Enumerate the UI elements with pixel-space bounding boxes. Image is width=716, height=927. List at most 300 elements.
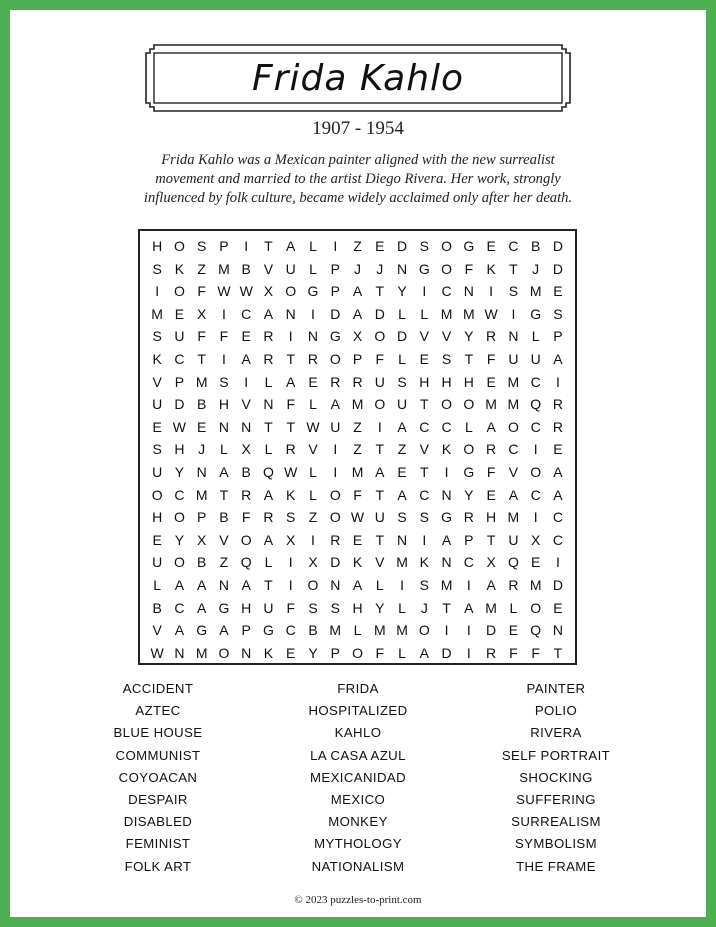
grid-letter: U xyxy=(330,418,341,435)
grid-letter: B xyxy=(241,260,251,277)
grid-letter: X xyxy=(196,305,207,322)
grid-letter: S xyxy=(196,238,207,254)
grid-letter: R xyxy=(330,531,341,548)
grid-letter: L xyxy=(309,238,317,254)
grid-letter: M xyxy=(195,486,208,503)
grid-letter: K xyxy=(352,554,363,571)
grid-letter: E xyxy=(419,351,429,367)
grid-letter: L xyxy=(398,644,406,661)
grid-letter: G xyxy=(463,238,475,254)
grid-letter: L xyxy=(309,396,317,413)
grid-letter: Y xyxy=(174,531,185,548)
grid-letter: I xyxy=(466,577,471,593)
grid-letter: U xyxy=(174,328,185,345)
grid-letter: L xyxy=(531,328,540,345)
word-list-item: SELF PORTRAIT xyxy=(501,747,611,763)
grid-letter: S xyxy=(152,441,162,458)
grid-letter: R xyxy=(552,396,563,413)
grid-letter: M xyxy=(507,396,520,413)
grid-letter: K xyxy=(419,554,429,571)
grid-letter: I xyxy=(288,554,293,571)
grid-letter: W xyxy=(150,644,164,661)
grid-letter: M xyxy=(440,577,453,593)
grid-letter: V xyxy=(308,441,318,458)
word-list-item: MEXICANIDAD xyxy=(310,769,406,785)
grid-letter: R xyxy=(330,373,341,390)
grid-letter: O xyxy=(463,441,475,458)
word-list-item: SURREALISM xyxy=(511,814,601,830)
grid-letter: A xyxy=(352,283,363,300)
grid-letter: S xyxy=(508,283,519,300)
word-list-item: FEMINIST xyxy=(125,836,191,852)
grid-row xyxy=(140,393,575,416)
grid-letter: G xyxy=(263,622,274,639)
grid-letter: A xyxy=(241,351,251,367)
grid-letter: M xyxy=(485,396,497,413)
grid-letter: V xyxy=(375,554,385,571)
grid-letter: D xyxy=(552,260,563,277)
grid-letter: T xyxy=(375,441,385,458)
grid-letter: U xyxy=(530,351,541,367)
grid-letter: L xyxy=(398,351,406,367)
grid-letter: R xyxy=(552,418,563,435)
grid-letter: I xyxy=(288,577,293,593)
grid-letter: L xyxy=(309,486,317,503)
grid-letter: C xyxy=(441,418,452,435)
grid-letter: F xyxy=(531,644,540,661)
grid-letter: M xyxy=(507,509,520,526)
grid-letter: M xyxy=(195,644,208,661)
grid-letter: N xyxy=(218,418,229,435)
grid-letter: B xyxy=(196,554,207,571)
grid-letter: R xyxy=(307,351,319,367)
grid-letter: A xyxy=(263,305,274,322)
grid-letter: G xyxy=(418,260,430,277)
grid-letter: P xyxy=(330,260,340,277)
grid-letter: N xyxy=(441,554,452,571)
grid-letter: V xyxy=(241,396,251,413)
grid-letter: G xyxy=(307,283,319,300)
grid-letter: P xyxy=(241,622,251,639)
grid-letter: N xyxy=(196,464,207,480)
grid-letter: T xyxy=(219,486,229,503)
grid-letter: C xyxy=(530,486,541,503)
grid-letter: K xyxy=(152,351,162,367)
word-search-grid xyxy=(138,229,577,665)
grid-letter: C xyxy=(530,418,541,435)
grid-letter: S xyxy=(419,577,429,593)
grid-letter: F xyxy=(353,486,362,503)
grid-letter: N xyxy=(508,328,519,345)
grid-letter: D xyxy=(330,554,341,571)
grid-letter: O xyxy=(507,418,519,435)
grid-letter: N xyxy=(552,622,563,639)
grid-letter: G xyxy=(441,509,453,526)
grid-letter: C xyxy=(508,238,519,254)
grid-row xyxy=(140,325,575,348)
grid-letter: P xyxy=(330,283,340,300)
grid-letter: W xyxy=(306,418,320,435)
grid-row xyxy=(140,258,575,281)
grid-letter: A xyxy=(352,305,363,322)
grid-letter: K xyxy=(441,441,452,458)
grid-letter: L xyxy=(509,599,518,616)
grid-letter: I xyxy=(244,238,249,254)
grid-letter: X xyxy=(196,531,207,548)
grid-letter: O xyxy=(173,554,185,571)
grid-letter: R xyxy=(486,441,497,458)
grid-letter: S xyxy=(419,509,429,526)
grid-letter: V xyxy=(263,260,274,277)
grid-letter: O xyxy=(173,283,185,300)
grid-letter: V xyxy=(152,622,162,639)
word-list-item: AZTEC xyxy=(135,703,181,719)
grid-letter: T xyxy=(286,418,295,435)
grid-letter: G xyxy=(196,622,208,639)
grid-letter: L xyxy=(220,441,228,458)
grid-letter: L xyxy=(309,260,317,277)
grid-letter: L xyxy=(264,373,273,390)
grid-letter: I xyxy=(466,644,471,661)
word-list-item: DESPAIR xyxy=(128,791,188,807)
grid-letter: O xyxy=(151,486,163,503)
grid-letter: I xyxy=(533,441,538,458)
grid-letter: V xyxy=(219,531,229,548)
grid-letter: V xyxy=(152,373,162,390)
grid-letter: E xyxy=(553,599,563,616)
grid-letter: S xyxy=(397,373,407,390)
grid-letter: C xyxy=(174,486,185,503)
grid-letter: F xyxy=(286,396,295,413)
grid-letter: O xyxy=(307,577,319,593)
grid-letter: D xyxy=(374,305,385,322)
grid-letter: A xyxy=(419,644,429,661)
grid-letter: N xyxy=(218,577,229,593)
grid-letter: Q xyxy=(530,396,542,413)
grid-letter: D xyxy=(552,577,563,593)
grid-letter: A xyxy=(553,464,563,480)
grid-letter: I xyxy=(444,622,449,639)
grid-letter: U xyxy=(508,351,519,367)
word-list-item: POLIO xyxy=(534,703,578,719)
grid-letter: B xyxy=(241,464,251,480)
grid-letter: A xyxy=(330,396,340,413)
grid-letter: F xyxy=(286,599,295,616)
grid-letter: M xyxy=(373,622,386,639)
grid-row xyxy=(140,597,575,620)
grid-letter: F xyxy=(241,509,251,526)
grid-letter: O xyxy=(173,509,185,526)
grid-letter: H xyxy=(174,441,185,458)
grid-letter: M xyxy=(440,305,453,322)
grid-letter: M xyxy=(463,305,475,322)
grid-letter: S xyxy=(397,509,407,526)
copyright-footer: © 2023 puzzles-to-print.com xyxy=(294,894,422,906)
puzzle-page xyxy=(10,10,706,917)
grid-letter: I xyxy=(244,373,249,390)
grid-letter: M xyxy=(151,305,163,322)
grid-letter: L xyxy=(398,305,406,322)
word-list-item: SUFFERING xyxy=(516,791,596,807)
grid-letter: W xyxy=(484,305,498,322)
grid-letter: I xyxy=(444,464,449,480)
grid-letter: P xyxy=(352,351,363,367)
grid-letter: U xyxy=(508,531,519,548)
grid-letter: G xyxy=(329,328,341,345)
grid-letter: I xyxy=(511,305,516,322)
grid-letter: T xyxy=(509,260,518,277)
grid-letter: Q xyxy=(530,622,542,639)
grid-letter: Y xyxy=(464,486,474,503)
grid-letter: I xyxy=(377,418,382,435)
grid-letter: A xyxy=(174,622,185,639)
grid-letter: E xyxy=(486,373,496,390)
grid-letter: Z xyxy=(397,441,407,458)
grid-letter: E xyxy=(486,486,496,503)
grid-letter: E xyxy=(196,418,207,435)
grid-letter: S xyxy=(553,305,563,322)
grid-letter: A xyxy=(219,464,229,480)
grid-letter: L xyxy=(398,599,406,616)
grid-letter: C xyxy=(463,554,474,571)
description-text: Frida Kahlo was a Mexican painter aligned with the new surrealist movement and married to the artist Diego Rivera. Her work, strongly influenced by folk culture, became widely acclaimed only after her death. xyxy=(143,152,573,206)
grid-letter: I xyxy=(555,554,560,571)
grid-letter: C xyxy=(552,531,563,548)
grid-letter: A xyxy=(397,418,407,435)
grid-letter: H xyxy=(463,373,474,390)
grid-letter: M xyxy=(351,464,364,480)
grid-letter: K xyxy=(174,260,185,277)
grid-letter: P xyxy=(464,531,474,548)
grid-letter: C xyxy=(552,509,563,526)
grid-letter: D xyxy=(441,644,452,661)
word-list-item: COYOACAN xyxy=(118,769,198,785)
grid-letter: S xyxy=(219,373,229,390)
grid-row xyxy=(140,484,575,507)
grid-letter: U xyxy=(152,554,163,571)
grid-letter: F xyxy=(509,644,518,661)
grid-letter: E xyxy=(308,373,318,390)
grid-letter: A xyxy=(441,531,452,548)
grid-letter: P xyxy=(553,328,563,345)
grid-letter: Z xyxy=(197,260,206,277)
grid-letter: N xyxy=(441,486,452,503)
grid-letter: F xyxy=(219,328,229,345)
grid-letter: C xyxy=(174,599,185,616)
grid-letter: I xyxy=(288,328,293,345)
grid-letter: V xyxy=(419,328,429,345)
grid-letter: A xyxy=(263,531,274,548)
grid-letter: M xyxy=(218,260,230,277)
grid-letter: K xyxy=(286,486,296,503)
grid-letter: E xyxy=(152,418,162,435)
grid-letter: X xyxy=(486,554,496,571)
grid-letter: D xyxy=(396,328,408,345)
grid-letter: R xyxy=(285,441,296,458)
grid-letter: O xyxy=(240,531,252,548)
grid-letter: M xyxy=(529,283,542,300)
grid-letter: C xyxy=(285,622,296,639)
grid-letter: S xyxy=(152,328,162,345)
grid-letter: I xyxy=(422,531,427,548)
grid-letter: I xyxy=(533,509,538,526)
grid-letter: N xyxy=(174,644,185,661)
grid-row xyxy=(140,506,575,529)
grid-row xyxy=(140,619,575,642)
grid-letter: E xyxy=(530,554,541,571)
grid-letter: V xyxy=(441,328,452,345)
grid-letter: X xyxy=(263,283,274,300)
grid-letter: Z xyxy=(219,554,229,571)
grid-letter: F xyxy=(486,351,496,367)
grid-letter: H xyxy=(441,373,452,390)
grid-letter: R xyxy=(263,509,274,526)
grid-letter: I xyxy=(489,283,494,300)
grid-letter: W xyxy=(172,418,186,435)
grid-letter: A xyxy=(397,486,407,503)
grid-letter: E xyxy=(553,441,563,458)
grid-letter: K xyxy=(263,644,274,661)
grid-letter: S xyxy=(441,351,452,367)
grid-letter: Y xyxy=(397,283,407,300)
word-list-item: SHOCKING xyxy=(519,769,593,785)
grid-letter: I xyxy=(311,305,315,322)
grid-letter: R xyxy=(241,486,252,503)
grid-letter: A xyxy=(196,599,207,616)
grid-letter: W xyxy=(217,283,231,300)
grid-letter: B xyxy=(308,622,318,639)
grid-letter: E xyxy=(152,531,162,548)
grid-letter: I xyxy=(466,622,471,639)
grid-letter: Q xyxy=(507,554,519,571)
grid-letter: R xyxy=(352,373,363,390)
grid-letter: L xyxy=(464,418,473,435)
grid-letter: F xyxy=(197,328,206,345)
grid-letter: T xyxy=(264,418,273,435)
grid-letter: E xyxy=(352,531,363,548)
grid-letter: N xyxy=(285,305,296,322)
grid-letter: U xyxy=(396,396,408,413)
grid-letter: N xyxy=(396,531,408,548)
grid-letter: U xyxy=(263,599,274,616)
word-list-item: BLUE HOUSE xyxy=(113,725,203,741)
grid-letter: M xyxy=(396,554,408,571)
word-list-item: DISABLED xyxy=(123,814,193,830)
grid-letter: D xyxy=(396,238,408,254)
grid-letter: Y xyxy=(174,464,185,480)
grid-letter: I xyxy=(311,531,315,548)
grid-row xyxy=(140,529,575,552)
grid-letter: L xyxy=(420,305,429,322)
grid-letter: A xyxy=(553,351,563,367)
grid-letter: M xyxy=(507,373,520,390)
grid-letter: T xyxy=(375,531,385,548)
grid-letter: F xyxy=(375,644,385,661)
grid-letter: E xyxy=(508,622,519,639)
grid-letter: I xyxy=(333,238,338,254)
grid-letter: S xyxy=(330,599,340,616)
word-list-column-3 xyxy=(456,678,656,878)
grid-letter: B xyxy=(219,509,229,526)
grid-letter: S xyxy=(419,238,429,254)
grid-letter: S xyxy=(308,599,318,616)
grid-letter: V xyxy=(508,464,519,480)
grid-letter: R xyxy=(263,351,274,367)
grid-letter: H xyxy=(486,509,497,526)
grid-letter: J xyxy=(420,599,428,616)
grid-letter: O xyxy=(352,644,363,661)
grid-letter: I xyxy=(221,305,226,322)
grid-letter: I xyxy=(333,441,338,458)
grid-letter: O xyxy=(441,396,453,413)
grid-letter: O xyxy=(329,486,341,503)
word-list-item: THE FRAME xyxy=(516,858,596,874)
grid-letter: M xyxy=(351,396,364,413)
grid-letter: Q xyxy=(240,554,252,571)
word-list-item: MEXICO xyxy=(330,791,386,807)
grid-letter: A xyxy=(486,577,496,593)
word-list-column-2 xyxy=(258,678,458,878)
grid-letter: F xyxy=(486,464,496,480)
word-list-item: SYMBOLISM xyxy=(514,836,597,852)
grid-letter: O xyxy=(374,328,386,345)
grid-letter: E xyxy=(286,644,296,661)
grid-letter: N xyxy=(241,418,252,435)
word-list-item: FRIDA xyxy=(337,681,379,696)
grid-letter: X xyxy=(241,441,251,458)
grid-letter: E xyxy=(397,464,407,480)
grid-letter: I xyxy=(555,373,560,390)
grid-letter: Q xyxy=(263,464,274,480)
grid-letter: R xyxy=(486,328,497,345)
grid-letter: L xyxy=(264,554,273,571)
grid-letter: E xyxy=(553,283,563,300)
grid-row xyxy=(140,235,575,258)
grid-letter: L xyxy=(264,441,273,458)
word-list-column-1 xyxy=(58,678,258,878)
grid-letter: T xyxy=(286,351,295,367)
grid-letter: H xyxy=(218,396,229,413)
grid-letter: A xyxy=(219,622,229,639)
grid-letter: X xyxy=(352,328,363,345)
word-list-item: LA CASA AZUL xyxy=(310,747,406,763)
grid-letter: Z xyxy=(353,238,362,254)
grid-letter: M xyxy=(329,622,342,639)
word-list-item: FOLK ART xyxy=(124,858,192,874)
grid-letter: T xyxy=(264,238,273,254)
grid-letter: F xyxy=(464,260,474,277)
grid-letter: U xyxy=(152,464,163,480)
grid-letter: T xyxy=(420,396,429,413)
grid-letter: O xyxy=(285,283,297,300)
grid-letter: O xyxy=(218,644,230,661)
grid-letter: T xyxy=(375,283,385,300)
grid-letter: N xyxy=(241,644,252,661)
grid-letter: L xyxy=(353,622,362,639)
grid-letter: O xyxy=(173,238,185,254)
grid-letter: X xyxy=(530,531,541,548)
grid-letter: M xyxy=(485,599,497,616)
grid-letter: A xyxy=(196,577,207,593)
grid-letter: X xyxy=(308,554,318,571)
grid-letter: T xyxy=(197,351,206,367)
grid-letter: W xyxy=(284,464,298,480)
word-list-item: MONKEY xyxy=(328,814,388,830)
grid-letter: I xyxy=(422,283,427,300)
grid-letter: L xyxy=(375,577,384,593)
grid-letter: D xyxy=(552,238,563,254)
grid-letter: F xyxy=(375,351,385,367)
